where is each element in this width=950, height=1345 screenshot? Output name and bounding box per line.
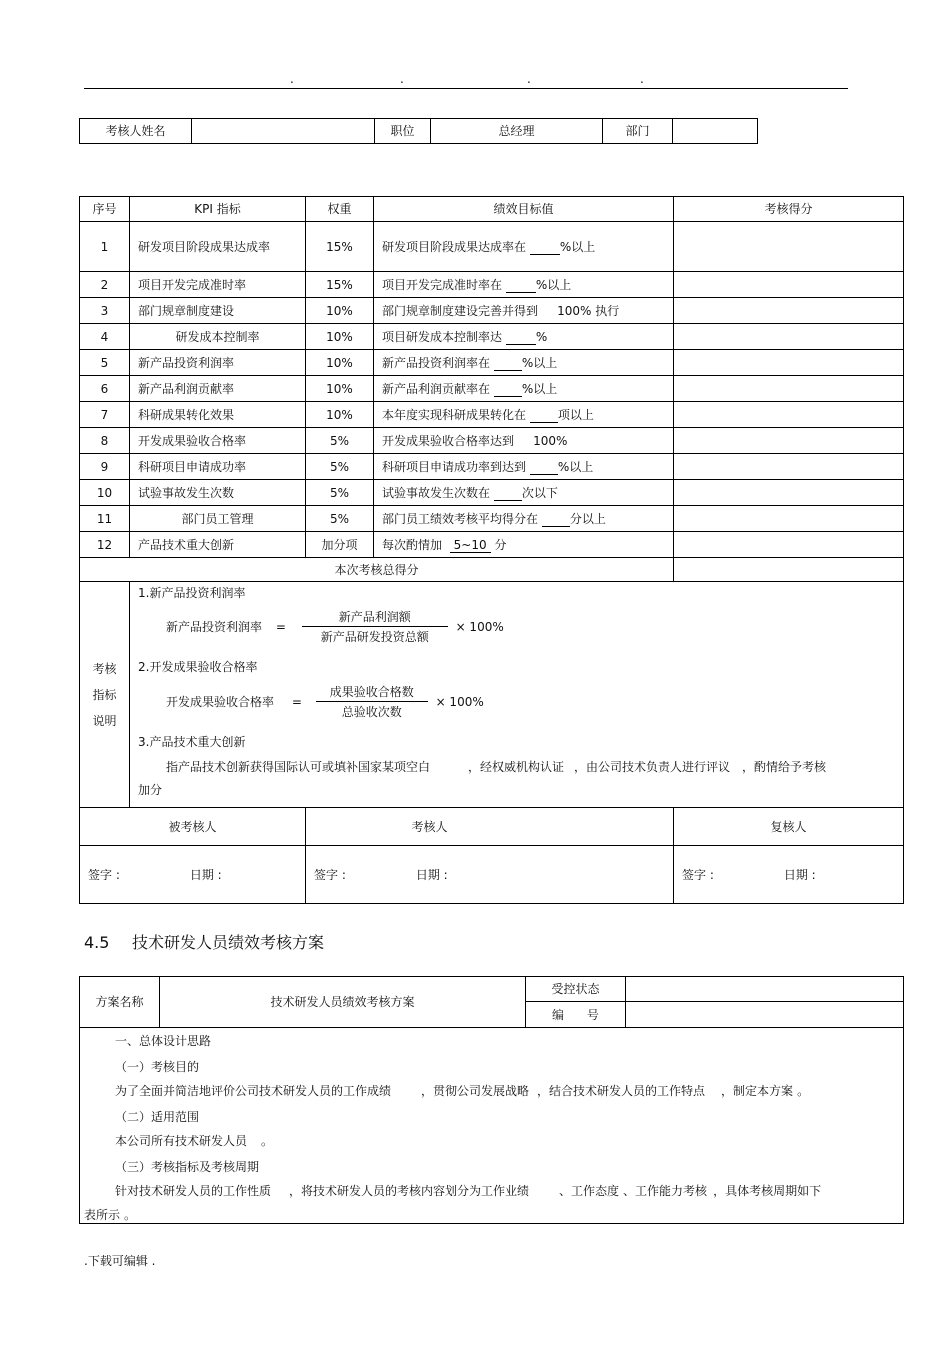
paragraph-purpose [115, 1082, 809, 1099]
target-text: 部门员工绩效考核平均得分在 [382, 511, 539, 526]
row-kpi: 项目开发完成准时率 [130, 272, 306, 298]
assessor-name-label: 考核人姓名 [80, 119, 192, 144]
header-dot: . [527, 72, 531, 86]
target-suffix: 项以上 [557, 407, 594, 422]
table-row [80, 222, 904, 272]
item-3-text-cont: 加分 [138, 783, 163, 797]
row-target [374, 298, 674, 324]
paragraph-part: 表所示 [84, 1208, 121, 1222]
paragraph-part: ，具体考核周期如下 [713, 1184, 822, 1198]
target-text: 项目开发完成准时率在 [382, 277, 503, 292]
date-label: 日期 : [783, 867, 816, 882]
target-text: 新产品投资利润率在 [382, 355, 491, 370]
explanation-label-line: 指标 [92, 687, 117, 702]
item-3-text-part: ，酌情给予考核 [742, 760, 827, 774]
row-score[interactable] [674, 480, 904, 506]
formula-1-denominator: 新产品研发投资总额 [320, 630, 429, 644]
formula-1-numerator: 新产品利润额 [302, 608, 448, 627]
date-label: 日期 : [189, 867, 222, 882]
target-text: 项目研发成本控制率达 [382, 329, 503, 344]
signer-reviewer-label: 复核人 [674, 808, 904, 846]
paragraph-part: 。 [261, 1134, 274, 1148]
row-no: 10 [80, 480, 130, 506]
heading-purpose: （一）考核目的 [115, 1060, 200, 1074]
paragraph-part: 本公司所有技术研发人员 [115, 1134, 248, 1148]
row-kpi: 新产品利润贡献率 [130, 376, 306, 402]
plan-name-value: 技术研发人员绩效考核方案 [160, 977, 526, 1028]
target-suffix: %以上 [521, 355, 558, 370]
target-suffix: 100% 执行 [557, 303, 620, 318]
row-weight: 15% [306, 272, 374, 298]
header-target: 绩效目标值 [374, 197, 674, 222]
header-weight: 权重 [306, 197, 374, 222]
table-row [80, 350, 904, 376]
assessor-name-value[interactable] [192, 119, 375, 144]
target-text: 开发成果验收合格率达到 [382, 433, 515, 448]
row-kpi: 新产品投资利润率 [130, 350, 306, 376]
position-value: 总经理 [431, 119, 603, 144]
target-suffix: %以上 [521, 381, 558, 396]
paragraph-part: 、工作能力考核 [623, 1184, 708, 1198]
formula-1-fraction [302, 608, 448, 645]
sign-label: 签字 : [314, 867, 346, 882]
row-weight: 10% [306, 324, 374, 350]
row-target [374, 324, 674, 350]
row-target [374, 454, 674, 480]
target-suffix: 次以下 [521, 485, 558, 500]
table-row [80, 324, 904, 350]
row-kpi: 科研项目申请成功率 [130, 454, 306, 480]
row-target [374, 532, 674, 558]
control-status-label: 受控状态 [526, 977, 626, 1002]
table-row [80, 480, 904, 506]
target-suffix: %以上 [535, 277, 572, 292]
department-label: 部门 [603, 119, 673, 144]
sign-label: 签字 : [88, 867, 120, 882]
row-weight: 15% [306, 222, 374, 272]
row-no: 4 [80, 324, 130, 350]
row-no: 2 [80, 272, 130, 298]
row-no: 8 [80, 428, 130, 454]
row-kpi: 部门规章制度建设 [130, 298, 306, 324]
paragraph-part: ，结合技术研发人员的工作特点 [537, 1084, 706, 1098]
header-score: 考核得分 [674, 197, 904, 222]
formula-1-multiplier: × 100% [455, 619, 504, 634]
formula-1-eq: = [275, 619, 286, 634]
target-blank[interactable] [530, 242, 560, 255]
formula-2-fraction [316, 683, 428, 720]
item-3-text-part: 指产品技术创新获得国际认可或填补国家某项空白 [166, 760, 431, 774]
footer-note: .下载可编辑 . [84, 1254, 156, 1268]
row-no: 12 [80, 532, 130, 558]
sign-label: 签字 : [682, 867, 714, 882]
paragraph-part: 。 [797, 1084, 810, 1098]
row-score[interactable] [674, 298, 904, 324]
table-row [80, 532, 904, 558]
section-title [84, 930, 324, 953]
header-dot: . [640, 72, 644, 86]
item-3-text-part: ，经权威机构认证 [468, 760, 565, 774]
row-weight: 10% [306, 376, 374, 402]
item-3-text [166, 758, 826, 775]
item-3-text-part: ，由公司技术负责人进行评议 [574, 760, 731, 774]
target-text: 部门规章制度建设完善并得到 [382, 303, 539, 318]
row-weight: 10% [306, 350, 374, 376]
table-row [80, 272, 904, 298]
formula-2-numerator: 成果验收合格数 [316, 683, 428, 702]
target-blank[interactable] [494, 358, 522, 371]
row-weight: 5% [306, 506, 374, 532]
target-suffix: %以上 [557, 459, 594, 474]
row-no: 7 [80, 402, 130, 428]
paragraph-part: ，制定本方案 [721, 1084, 794, 1098]
paragraph-part: 针对技术研发人员的工作性质 [115, 1184, 272, 1198]
row-weight: 5% [306, 454, 374, 480]
row-score[interactable] [674, 222, 904, 272]
row-score[interactable] [674, 454, 904, 480]
formula-2-denominator: 总验收次数 [341, 705, 402, 719]
formula-2-title: 2.开发成果验收合格率 [138, 660, 258, 674]
heading-indicators: （三）考核指标及考核周期 [115, 1160, 260, 1174]
row-kpi: 试验事故发生次数 [130, 480, 306, 506]
table-row [80, 298, 904, 324]
row-kpi: 研发成本控制率 [130, 324, 306, 350]
section-number: 4.5 [84, 933, 110, 952]
header-rule [84, 88, 848, 89]
target-text: 每次酌情加 [382, 537, 443, 552]
paragraph-part: ，贯彻公司发展战略 [421, 1084, 530, 1098]
row-score[interactable] [674, 376, 904, 402]
target-text: 试验事故发生次数在 [382, 485, 491, 500]
formula-1-lhs: 新产品投资利润率 [166, 620, 263, 634]
row-score[interactable] [674, 428, 904, 454]
signature-reviewer[interactable] [674, 846, 904, 904]
row-kpi: 部门员工管理 [130, 506, 306, 532]
row-kpi: 研发项目阶段成果达成率 [130, 222, 306, 272]
target-blank[interactable] [506, 280, 536, 293]
target-suffix: 分 [494, 537, 507, 552]
row-no: 11 [80, 506, 130, 532]
target-text: 本年度实现科研成果转化在 [382, 407, 527, 422]
heading-overall: 一、总体设计思路 [115, 1034, 212, 1048]
header-dot: . [290, 72, 294, 86]
target-blank[interactable] [506, 332, 536, 345]
target-text: 科研项目申请成功率到达到 [382, 459, 527, 474]
table-row [80, 376, 904, 402]
target-blank[interactable] [494, 488, 522, 501]
section-title-text: 技术研发人员绩效考核方案 [132, 933, 325, 952]
row-target [374, 350, 674, 376]
paragraph-indicators [115, 1182, 821, 1199]
row-score[interactable] [674, 272, 904, 298]
total-score-value[interactable] [674, 558, 904, 582]
table-row [80, 428, 904, 454]
row-weight: 10% [306, 298, 374, 324]
row-target [374, 222, 674, 272]
target-suffix: 分以上 [569, 511, 606, 526]
row-weight: 10% [306, 402, 374, 428]
row-kpi: 产品技术重大创新 [130, 532, 306, 558]
row-target [374, 506, 674, 532]
row-no: 3 [80, 298, 130, 324]
row-kpi: 开发成果验收合格率 [130, 428, 306, 454]
plan-name-label: 方案名称 [80, 977, 160, 1028]
row-weight: 5% [306, 428, 374, 454]
row-no: 1 [80, 222, 130, 272]
row-weight: 5% [306, 480, 374, 506]
row-kpi: 科研成果转化效果 [130, 402, 306, 428]
row-weight: 加分项 [306, 532, 374, 558]
row-target [374, 376, 674, 402]
row-score[interactable] [674, 532, 904, 558]
target-blank[interactable] [542, 514, 570, 527]
paragraph-part: 为了全面并简洁地评价公司技术研发人员的工作成绩 [115, 1084, 392, 1098]
target-blank[interactable] [530, 410, 558, 423]
formula-1-title: 1.新产品投资利润率 [138, 586, 246, 600]
header-dot: . [400, 72, 404, 86]
signature-row [80, 846, 904, 904]
row-no: 9 [80, 454, 130, 480]
signature-assessor[interactable] [306, 846, 674, 904]
row-score[interactable] [674, 506, 904, 532]
formula-1 [166, 608, 504, 645]
signer-assessee-label: 被考核人 [80, 808, 306, 846]
table-row [80, 506, 904, 532]
row-no: 5 [80, 350, 130, 376]
paragraph-indicators-cont [84, 1206, 136, 1223]
target-blank[interactable] [494, 384, 522, 397]
kpi-table [79, 196, 904, 904]
signature-assessee[interactable] [80, 846, 306, 904]
formula-2-eq: = [291, 694, 302, 709]
formula-2-lhs: 开发成果验收合格率 [166, 695, 275, 709]
heading-scope: （二）适用范围 [115, 1110, 200, 1124]
date-label: 日期 : [415, 867, 448, 882]
target-value: 5~10 [450, 538, 491, 553]
formula-2-multiplier: × 100% [435, 694, 484, 709]
target-text: 新产品利润贡献率在 [382, 381, 491, 396]
paragraph-part: 、工作态度 [559, 1184, 620, 1198]
row-score[interactable] [674, 350, 904, 376]
header-no: 序号 [80, 197, 130, 222]
signer-assessor-label: 考核人 [306, 808, 674, 846]
paragraph-scope [115, 1132, 273, 1149]
target-suffix: % [535, 329, 548, 344]
row-target [374, 428, 674, 454]
row-score[interactable] [674, 324, 904, 350]
formula-2 [166, 683, 484, 720]
paragraph-part: 。 [124, 1208, 137, 1222]
table-row [80, 402, 904, 428]
explanation-label-line: 说明 [92, 713, 117, 728]
control-status-value[interactable] [626, 977, 904, 1002]
target-blank[interactable] [530, 462, 558, 475]
department-value[interactable] [673, 119, 758, 144]
total-row [80, 558, 904, 582]
total-score-label: 本次考核总得分 [80, 558, 674, 582]
row-score[interactable] [674, 402, 904, 428]
signer-title-row [80, 808, 904, 846]
target-text: 研发项目阶段成果达成率在 [382, 239, 527, 254]
target-suffix: %以上 [559, 239, 596, 254]
row-no: 6 [80, 376, 130, 402]
explanation-label [80, 582, 130, 808]
row-target [374, 402, 674, 428]
explanation-label-line: 考核 [92, 661, 117, 676]
table-row [80, 454, 904, 480]
header-kpi: KPI 指标 [130, 197, 306, 222]
row-target [374, 272, 674, 298]
target-suffix: 100% [533, 433, 568, 448]
item-3-title: 3.产品技术重大创新 [138, 735, 246, 749]
plan-number-value[interactable] [626, 1002, 904, 1028]
position-label: 职位 [375, 119, 431, 144]
paragraph-part: ，将技术研发人员的考核内容划分为工作业绩 [289, 1184, 530, 1198]
row-target [374, 480, 674, 506]
plan-number-label: 编 号 [526, 1002, 626, 1028]
assessor-info-table [79, 118, 758, 144]
